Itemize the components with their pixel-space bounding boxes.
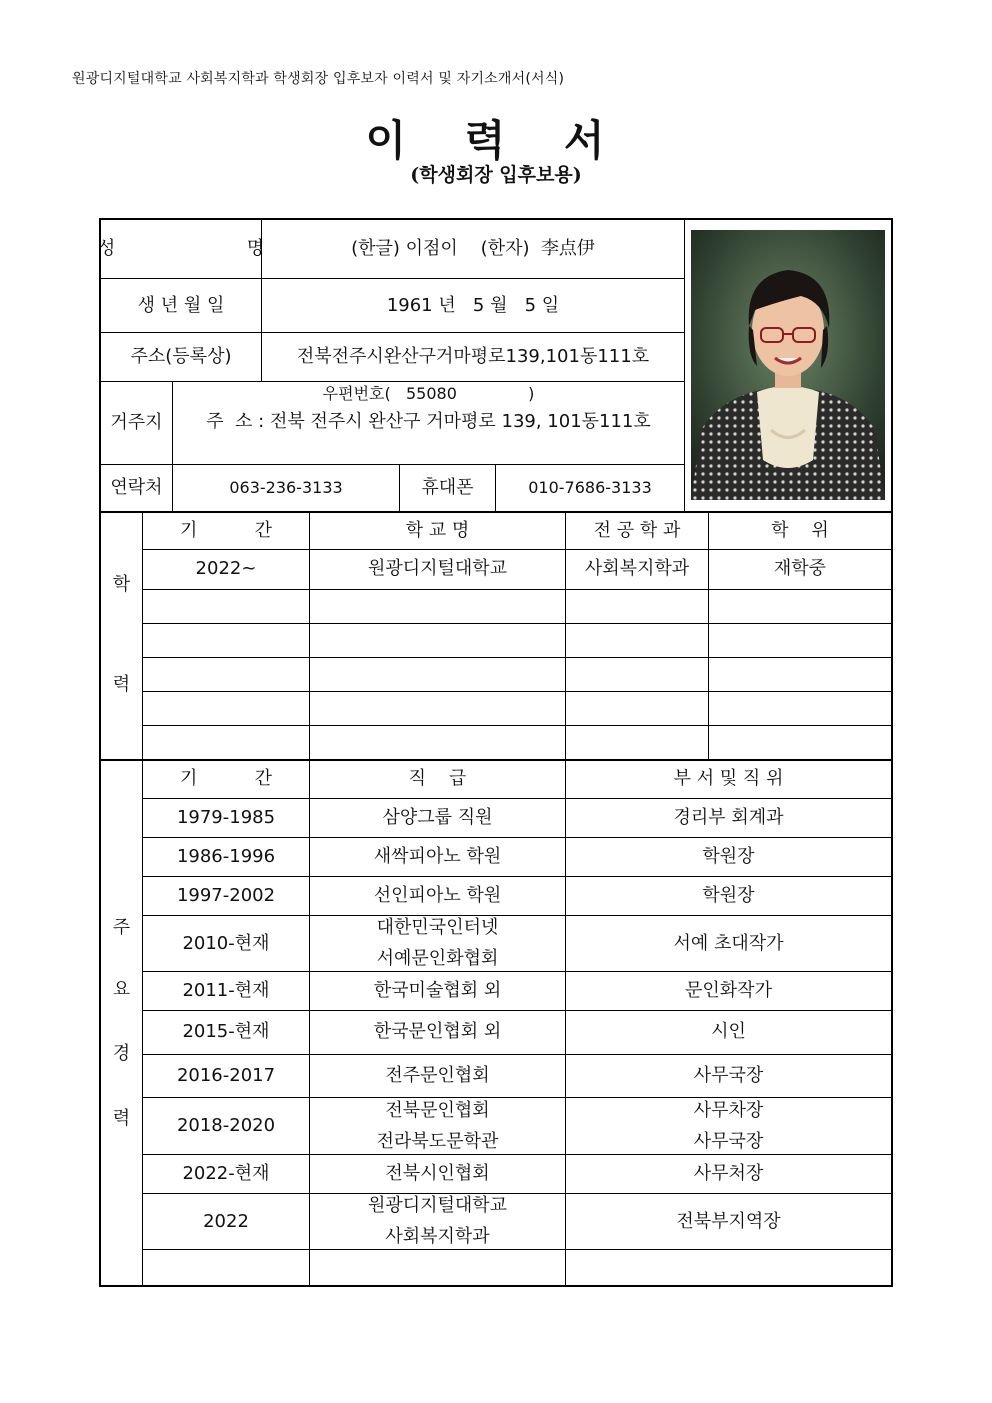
career-row-rank: 삼양그룹 직원 <box>382 807 493 828</box>
postal-code: 우편번호( 55080 ) <box>322 384 535 403</box>
name-label: 성 명 <box>97 238 265 259</box>
address-label: 주소(등록상) <box>130 346 232 367</box>
career-row-position <box>566 1095 891 1157</box>
career-rank-line: 사회복지학과 <box>385 1226 490 1247</box>
career-row-period: 2018-2020 <box>176 1115 276 1136</box>
career-row-rank: 전주문인협회 <box>385 1065 490 1086</box>
name-value: (한글) 이점이 (한자) 李点伊 <box>351 238 595 259</box>
career-position-line: 사무차장 <box>693 1100 764 1121</box>
career-row-period: 1979-1985 <box>176 807 276 828</box>
birth-value: 1961 년 5 월 5 일 <box>386 294 560 316</box>
career-row-period: 2015-현재 <box>182 1021 270 1042</box>
edu-row-school: 원광디지털대학교 <box>367 558 508 579</box>
phone-number: 063-236-3133 <box>229 478 343 497</box>
career-row-rank: 한국미술협회 외 <box>373 980 502 1001</box>
career-row-position: 학원장 <box>702 846 755 867</box>
career-row-period: 2010-현재 <box>182 932 270 954</box>
page-title: 이 력 서 <box>365 116 627 165</box>
career-position-line: 사무국장 <box>693 1131 764 1152</box>
edu-header-degree: 학 위 <box>771 520 829 541</box>
career-label-3: 경 <box>112 1043 131 1064</box>
education-label-1: 학 <box>112 574 131 595</box>
edu-header-school: 학 교 명 <box>405 520 470 541</box>
career-rank-line: 전라북도문학관 <box>376 1131 499 1152</box>
career-row-rank: 전북시인협회 <box>385 1163 490 1184</box>
career-row-period: 2011-현재 <box>182 980 270 1001</box>
career-label-4: 력 <box>112 1108 131 1129</box>
residence-address: 주 소 : 전북 전주시 완산구 거마평로 139, 101동111호 <box>206 411 651 432</box>
contact-label: 연락처 <box>110 477 163 498</box>
address-value: 전북전주시완산구거마평로139,101동111호 <box>296 346 650 367</box>
career-row-position: 시인 <box>711 1021 746 1042</box>
career-row-position: 경리부 회계과 <box>673 807 784 828</box>
residence-label: 거주지 <box>110 412 163 433</box>
edu-row-period: 2022~ <box>195 558 257 579</box>
career-row-period: 1997-2002 <box>176 885 276 906</box>
career-label-2: 요 <box>112 979 131 1000</box>
career-row-rank <box>310 1190 565 1252</box>
career-row-position: 학원장 <box>702 885 755 906</box>
birth-label: 생 년 월 일 <box>137 294 225 316</box>
mobile-label: 휴대폰 <box>421 477 474 498</box>
career-header-rank: 직 급 <box>408 768 467 789</box>
career-row-period: 2022-현재 <box>182 1163 270 1184</box>
career-row-position: 서예 초대작가 <box>673 932 784 954</box>
career-rank-line: 전북문인협회 <box>385 1100 490 1121</box>
career-label-1: 주 <box>112 917 131 938</box>
career-rank-line: 대한민국인터넷 <box>376 917 499 938</box>
page-subtitle: (학생회장 입후보용) <box>410 164 582 186</box>
career-header-period: 기 간 <box>180 768 272 789</box>
career-header-position: 부 서 및 직 위 <box>673 768 784 789</box>
career-row-rank <box>310 1095 565 1157</box>
document-header: 원광디지털대학교 사회복지학과 학생회장 입후보자 이력서 및 자기소개서(서식) <box>72 71 565 87</box>
mobile-number: 010-7686-3133 <box>528 478 652 497</box>
career-row-position: 전북부지역장 <box>676 1210 781 1232</box>
career-row-rank <box>310 913 565 973</box>
education-label-2: 력 <box>112 674 131 695</box>
career-rank-line: 원광디지털대학교 <box>367 1195 508 1216</box>
career-row-period: 2022 <box>203 1210 249 1232</box>
career-row-position: 사무국장 <box>693 1065 764 1086</box>
edu-row-degree: 재학중 <box>773 558 827 579</box>
edu-row-major: 사회복지학과 <box>584 558 690 579</box>
career-row-period: 1986-1996 <box>176 846 276 867</box>
career-row-rank: 선인피아노 학원 <box>373 885 502 906</box>
edu-header-major: 전 공 학 과 <box>593 520 681 541</box>
career-row-period: 2016-2017 <box>176 1065 276 1086</box>
edu-header-period: 기 간 <box>180 520 272 541</box>
career-row-position: 사무처장 <box>693 1163 764 1184</box>
career-rank-line: 서예문인화협회 <box>376 948 499 969</box>
portrait-photo <box>691 230 885 500</box>
career-row-rank: 새싹피아노 학원 <box>373 846 502 867</box>
career-row-rank: 한국문인협회 외 <box>373 1021 502 1042</box>
career-row-position: 문인화작가 <box>685 980 772 1001</box>
